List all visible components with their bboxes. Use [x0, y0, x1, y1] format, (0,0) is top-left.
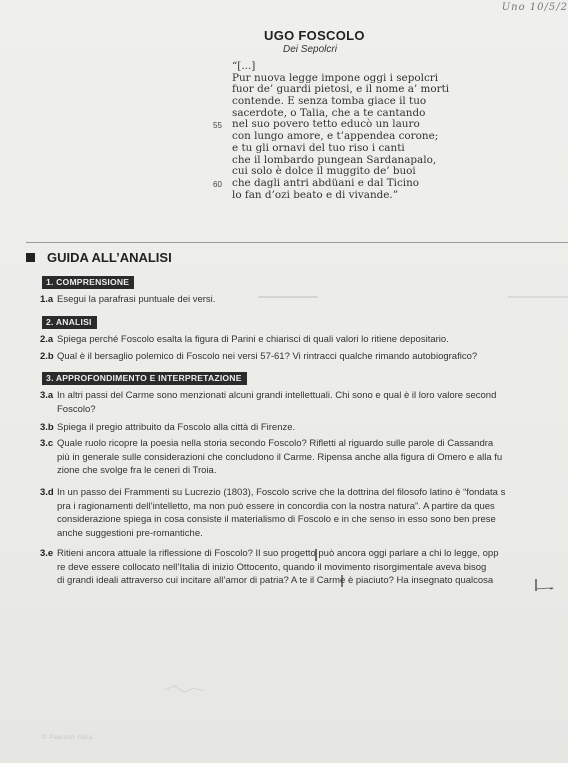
- question-text: anche suggestioni pre-romantiche.: [57, 527, 203, 539]
- question-number: 1.a: [40, 294, 54, 305]
- faint-imprint: © Pearson Italia: [42, 735, 93, 741]
- question-3b: [40, 421, 568, 435]
- section-divider: [26, 242, 568, 243]
- verse-text: che il lombardo pungean Sardanapalo,: [232, 153, 437, 166]
- corner-handwriting: Uno 10/5/2: [501, 2, 568, 13]
- question-3d: [40, 486, 568, 540]
- work-title: Dei Sepolcri: [283, 44, 337, 55]
- question-text: di grandi ideali attraverso cui incitare all’amor di patria? A te il Carme è piaciuto? Ha insegnato qualcosa: [57, 575, 494, 586]
- question-number: 2.b: [40, 351, 54, 362]
- guida-heading: [26, 250, 172, 265]
- question-text: Spiega il pregio attribuito da Foscolo alla città di Firenze.: [57, 422, 296, 433]
- question-number: 3.a: [40, 390, 54, 401]
- guida-title: GUIDA ALL’ANALISI: [47, 250, 172, 265]
- question-text: pra i ragionamenti dell’intelletto, ma non può essere in concordia con la nostra natura”. A partire da ques: [57, 500, 495, 512]
- square-bullet-icon: [26, 253, 35, 262]
- section-label-analisi: 2. ANALISI: [42, 316, 97, 329]
- question-text: più in generale sulle considerazioni che concludono il Carme. Ripensa anche alla figura di Omero e alla fu: [57, 451, 503, 463]
- verse-text: contende. E senza tomba giace il tuo: [232, 95, 427, 108]
- verse-text: cui solo è dolce il muggito de’ buoi: [232, 165, 416, 178]
- verse-text: con lungo amore, e t’appendea corone;: [232, 130, 439, 143]
- question-text: In altri passi del Carme sono menzionati alcuni grandi intellettuali. Chi sono e qual è il loro valore second: [57, 390, 497, 401]
- faint-pencil-scribble: [160, 680, 360, 700]
- question-number: 3.b: [40, 422, 54, 433]
- question-text: Qual è il bersaglio polemico di Foscolo nei versi 57-61? Vi rintracci qualche rimando autobiografico?: [57, 351, 478, 362]
- question-3c: [40, 437, 568, 478]
- poem-excerpt: [213, 60, 532, 201]
- verse-text: Pur nuova legge impone oggi i sepolcri: [232, 71, 439, 84]
- question-text: Spiega perché Foscolo esalta la figura di Parini e chiarisci di quali valori lo ritiene depositario.: [57, 334, 449, 345]
- verse-text: lo fan d’ozi beato e di vivande.”: [232, 188, 399, 201]
- verse-number: 55: [213, 121, 222, 131]
- question-3e: [40, 547, 568, 588]
- question-2b: [40, 350, 568, 364]
- question-text: Foscolo?: [57, 403, 96, 415]
- question-text: Ritieni ancora attuale la riflessione di Foscolo? Il suo progetto può ancora oggi parlare a chi lo legge, opp: [57, 548, 499, 559]
- question-3a: [40, 389, 568, 416]
- question-number: 3.e: [40, 548, 54, 559]
- verse-text: sacerdote, o Talia, che a te cantando: [232, 106, 426, 119]
- section-label-comprensione: 1. COMPRENSIONE: [42, 276, 134, 289]
- section-label-approfondimento: 3. APPROFONDIMENTO E INTERPRETAZIONE: [42, 372, 247, 385]
- question-text: considerazione spiega in cosa consiste il materialismo di Foscolo e in che senso in esso sono ben prese: [57, 514, 496, 525]
- verse-text: che dagli antri abdüani e dal Ticino: [232, 176, 420, 189]
- verse-text: nel suo povero tetto educò un lauro: [232, 118, 420, 131]
- question-number: 2.a: [40, 334, 54, 345]
- verse-text: e tu gli ornavi del tuo riso i canti: [232, 141, 405, 154]
- poem-line: [232, 190, 532, 202]
- question-text: In un passo dei Frammenti su Lucrezio (1803), Foscolo scrive che la dottrina del filosofo latino è “fondata s: [57, 487, 506, 498]
- question-2a: [40, 333, 568, 347]
- question-1a: [40, 293, 568, 307]
- verse-text: “[...]: [232, 60, 256, 72]
- author-title: UGO FOSCOLO: [264, 28, 365, 43]
- verse-number: 60: [213, 179, 222, 189]
- question-number: 3.c: [40, 438, 54, 449]
- question-text: Quale ruolo ricopre la poesia nella storia secondo Foscolo? Rifletti al riguardo sulle parole di Cassandra: [57, 438, 494, 449]
- question-text: re deve essere collocato nell’Italia di inizio Ottocento, quando il movimento risorgimentale aveva bisog: [57, 561, 487, 573]
- question-number: 3.d: [40, 487, 54, 498]
- question-text: Esegui la parafrasi puntuale dei versi.: [57, 294, 216, 305]
- question-text: zione che svolge fra le ceneri di Troia.: [57, 465, 217, 476]
- verse-text: fuor de’ guardi pietosi, e il nome a’ morti: [232, 83, 450, 96]
